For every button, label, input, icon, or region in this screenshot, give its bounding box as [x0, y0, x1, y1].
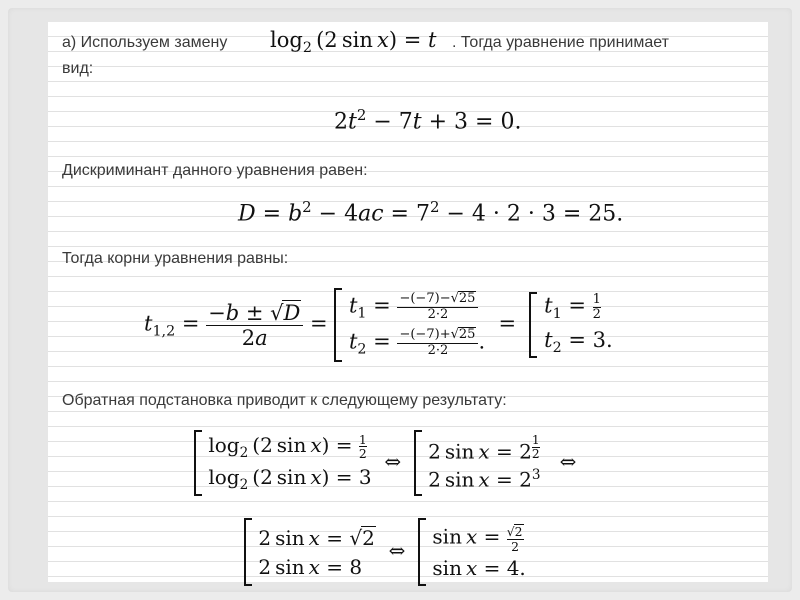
intro-text-a: а) Используем замену: [62, 34, 228, 51]
intro-text-c: вид:: [62, 60, 94, 77]
slide-page: [48, 22, 768, 582]
intro-text-b: . Тогда уравнение принимает: [452, 34, 669, 51]
left-bracket: [418, 518, 426, 586]
discriminant-label: Дискриминант данного уравнения равен:: [62, 162, 368, 179]
log-system: $\log_2 (2$ sin x) = $\frac{1}{2}$ $\log_2 (2$ sin x) = 3: [208, 431, 372, 493]
roots-label: Тогда корни уравнения равны:: [62, 250, 289, 267]
solution-content: [48, 22, 768, 582]
roots-system: $t_1$ = $\frac{-(-7)-√25}{2\cdot 2}$ $t_2$ = $\frac{-(-7)+√25}{2\cdot 2}$ .: [348, 291, 486, 358]
slide-frame: [8, 8, 792, 592]
left-bracket: [194, 430, 202, 496]
left-bracket: [334, 288, 342, 362]
left-bracket: [529, 292, 537, 358]
back-substitution-label: Обратная подстановка приводит к следующему результату:: [62, 392, 507, 409]
final-row: 2 sin x = √2 2 sin x = 8 ⇔ sin x = $\frac{√2}{2}$ sin x = 4.: [244, 518, 526, 586]
quadratic-equation: $2t^2 - 7t + 3 = 0$.: [334, 106, 522, 135]
substitution-formula: $\log_2 (2$ sin x) = t: [270, 28, 437, 57]
sin-system: sin x = $\frac{√2}{2}$ sin x = 4.: [432, 524, 526, 580]
power-system: 2 sin x = 2 $^{\frac{1}{2}}$ 2 $\sin x = 2^3$: [428, 433, 541, 492]
roots-result-system: $t_1$ = $\frac{1}{2}$ $t_2 = 3$.: [544, 292, 613, 357]
left-bracket: [414, 430, 422, 496]
roots-formula: $t_{1,2}$ = $\frac{-b \pm √D}{2a}$ = $t_1$ = $\frac{-(-7)-√25}{2\cdot 2}$ $t_2$ = $\frac{-(-7)+√25}{2\cdot 2}$ . = $t_1$ = $\frac{1}{2}$ $t_2 = 3$.: [144, 288, 613, 362]
left-bracket: [244, 518, 252, 586]
back-substitution-row: $\log_2 (2$ sin x) = $\frac{1}{2}$ $\log_2 (2$ sin x) = 3 ⇔ 2 sin x = 2 $^{\frac{1}{2}}$ 2 $\sin x = 2^3$ ⇔: [194, 430, 576, 496]
roots-general-fraction: $\frac{-b \pm √D}{2a}$: [206, 300, 303, 350]
discriminant-formula: $D = b^2 - 4ac = 7^2 - 4 \cdot 2 \cdot 3 = 25$.: [238, 198, 624, 227]
sin-2-system: 2 sin x = √2 2 sin x = 8: [258, 525, 375, 579]
